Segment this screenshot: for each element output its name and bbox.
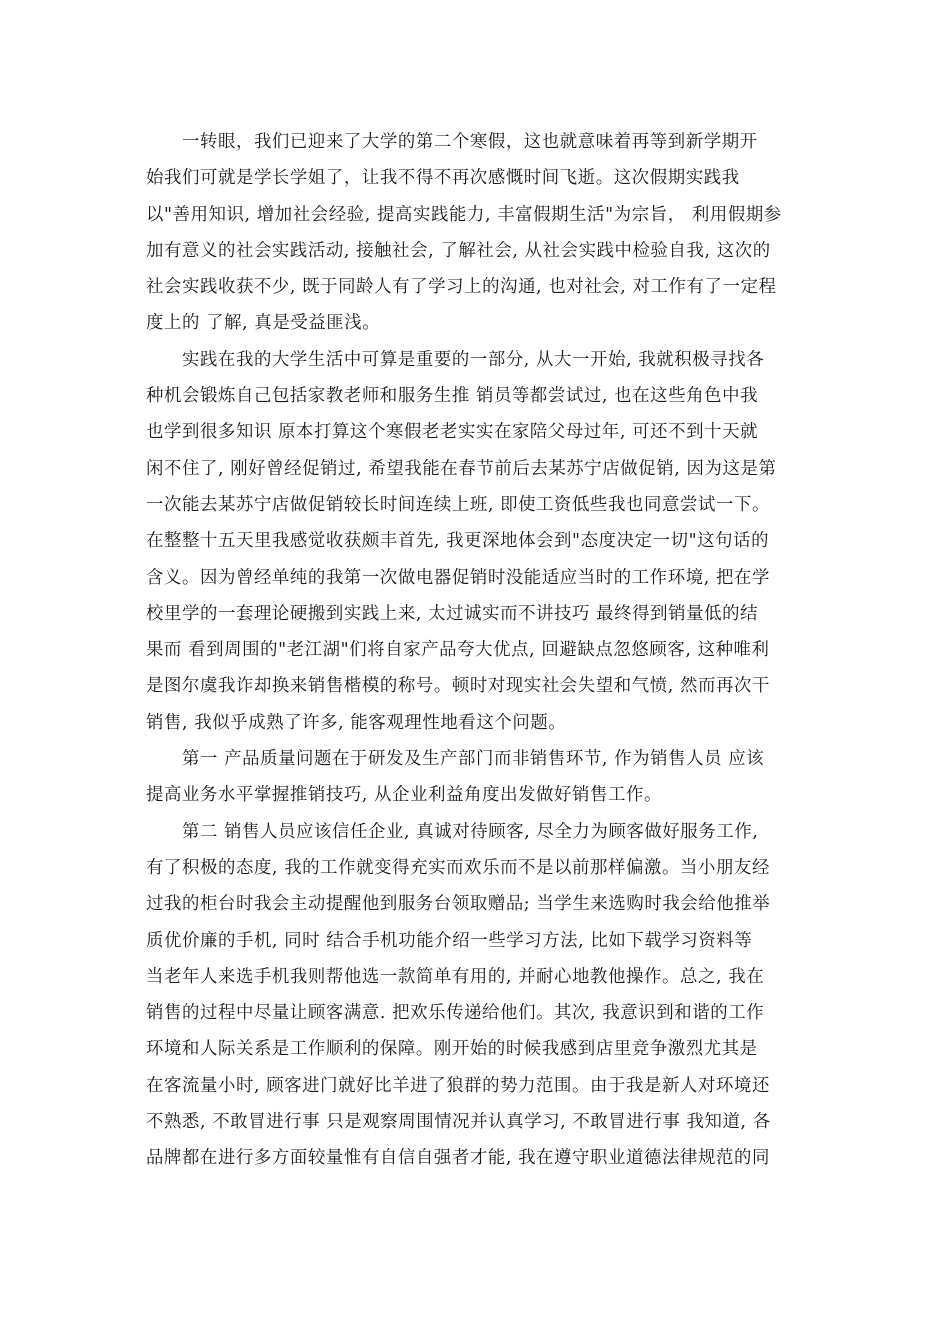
text-line: 果而 看到周围的"老江湖"们将自家产品夸大优点, 回避缺点忽悠顾客, 这种唯利 — [146, 640, 770, 661]
text-line: 第二 销售人员应该信任企业, 真诚对待顾客, 尽全力为顾客做好服务工作, — [146, 821, 759, 842]
body-text — [146, 124, 806, 1177]
text-line: 校里学的一套理论硬搬到实践上来, 太过诚实而不讲技巧 最终得到销量低的结 — [146, 603, 759, 624]
text-line: 环境和人际关系是工作顺利的保障。刚开始的时候我感到店里竞争激烈尤其是 — [146, 1039, 758, 1060]
text-line: 第一 产品质量问题在于研发及生产部门而非销售环节, 作为销售人员 应该 — [146, 749, 765, 770]
text-line: 一转眼，我们已迎来了大学的第二个寒假，这也就意味着再等到新学期开 — [146, 132, 758, 152]
text-line: 品牌都在进行多方面较量惟有自信自强者才能, 我在遵守职业道德法律规范的同 — [146, 1148, 770, 1169]
text-line: 度上的 了解, 真是受益匪浅。 — [146, 313, 381, 334]
text-line: 加有意义的社会实践活动, 接触社会, 了解社会, 从社会实践中检验自我, 这次的 — [146, 240, 771, 261]
text-line: 一次能去某苏宁店做促销较长时间连续上班, 即使工资低些我也同意尝试一下。 — [146, 494, 770, 515]
text-line: 始我们可就是学长学姐了，让我不得不再次感慨时间飞逝。这次假期实践我 — [146, 168, 740, 189]
text-line: 以"善用知识, 增加社会经验, 提高实践能力, 丰富假期生活"为宗旨， 利用假期参 — [146, 204, 782, 225]
text-line: 含义。因为曾经单纯的我第一次做电器促销时没能适应当时的工作环境, 把在学 — [146, 567, 770, 588]
text-line: 过我的柜台时我会主动提醒他到服务台领取赠品; 当学生来选购时我会给他推举 — [146, 894, 771, 915]
text-line: 闲不住了, 刚好曾经促销过, 希望我能在春节前后去某苏宁店做促销, 因为这是第 — [146, 458, 777, 479]
text-line: 提高业务水平掌握推销技巧, 从企业利益角度出发做好销售工作。 — [146, 785, 662, 806]
text-line: 销售, 我似乎成熟了许多, 能客观理性地看这个问题。 — [146, 712, 567, 733]
text-line: 实践在我的大学生活中可算是重要的一部分, 从大一开始, 我就积极寻找各 — [146, 349, 765, 370]
text-line: 不熟悉, 不敢冒进行事 只是观察周围情况并认真学习, 不敢冒进行事 我知道, 各 — [146, 1112, 771, 1133]
text-line: 销售的过程中尽量让顾客满意. 把欢乐传递给他们。其次, 我意识到和谐的工作 — [146, 1003, 765, 1024]
text-line: 社会实践收获不少, 既于同龄人有了学习上的沟通, 也对社会, 对工作有了一定程 — [146, 277, 777, 298]
text-line: 也学到很多知识 原本打算这个寒假老老实实在家陪父母过年, 可还不到十天就 — [146, 422, 759, 443]
text-line: 在客流量小时, 顾客进门就好比羊进了狼群的势力范围。由于我是新人对环境还 — [146, 1075, 770, 1096]
text-line: 当老年人来选手机我则帮他选一款简单有用的, 并耐心地教他操作。总之, 我在 — [146, 966, 765, 987]
text-line: 有了积极的态度, 我的工作就变得充实而欢乐而不是以前那样偏激。当小朋友经 — [146, 857, 770, 878]
text-line: 种机会锻炼自己包括家教老师和服务生推 销员等都尝试过, 也在这些角色中我 — [146, 386, 759, 407]
text-line: 在整整十五天里我感觉收获颇丰首先, 我更深地体会到"态度决定一切"这句话的 — [146, 531, 770, 552]
text-line: 是图尔虞我诈却换来销售楷模的称号。顿时对现实社会失望和气愤, 然而再次干 — [146, 676, 770, 697]
text-line: 质优价廉的手机, 同时 结合手机功能介绍一些学习方法, 比如下载学习资料等 — [146, 930, 753, 951]
